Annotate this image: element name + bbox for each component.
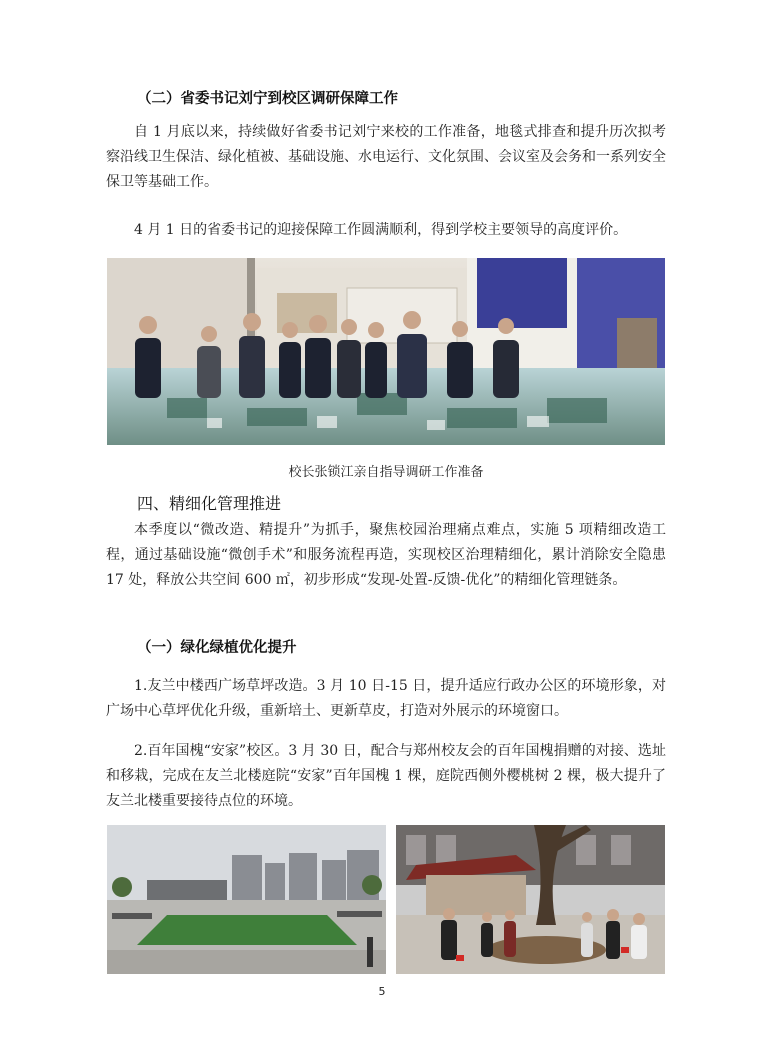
paragraph-b2: 4 月 1 日的省委书记的迎接保障工作圆满顺利，得到学校主要领导的高度评价。 <box>134 222 628 238</box>
photo-tree-planting <box>396 825 665 974</box>
photo-campus-model-inspection <box>107 258 665 445</box>
section-heading-b: （二）省委书记刘宁到校区调研保障工作 <box>137 91 398 107</box>
photo-lawn-plaza <box>107 825 386 974</box>
section-heading-4: 四、精细化管理推进 <box>137 494 282 513</box>
paragraph-item-1: 1.友兰中楼西广场草坪改造。3 月 10 日-15 日，提升适应行政办公区的环境形象，对广场中心草坪优化升级，重新培土、更新草皮，打造对外展示的环境窗口。 <box>106 678 666 719</box>
photo-campus-model-illustration <box>107 258 665 445</box>
section-heading-a: （一）绿化绿植优化提升 <box>137 640 297 656</box>
photo-caption: 校长张锁江亲自指导调研工作准备 <box>288 465 484 480</box>
paragraph-b1: 自 1 月底以来，持续做好省委书记刘宁来校的工作准备，地毯式排查和提升历次拟考察沿线卫生保洁、绿化植被、基础设施、水电运行、文化氛围、会议室及会务和一系列安全保卫等基础工作。 <box>106 124 666 190</box>
photo-tree-planting-illustration <box>396 825 665 974</box>
paragraph-4: 本季度以“微改造、精提升”为抓手，聚焦校园治理痛点难点，实施 5 项精细改造工程，通过基础设施“微创手术”和服务流程再造，实现校区治理精细化，累计消除安全隐患 17 处，释放公共空间 600 ㎡，初步形成“发现-处置-反馈-优化”的精细化管理链条。 <box>106 522 666 588</box>
paragraph-item-2: 2.百年国槐“安家”校区。3 月 30 日，配合与郑州校友会的百年国槐捐赠的对接、选址和移栽，完成在友兰北楼庭院“安家”百年国槐 1 棵，庭院西侧外樱桃树 2 棵，极大提升了友兰北楼重要接待点位的环境。 <box>106 743 666 809</box>
page-number: 5 <box>378 985 386 998</box>
photo-lawn-plaza-illustration <box>107 825 386 974</box>
